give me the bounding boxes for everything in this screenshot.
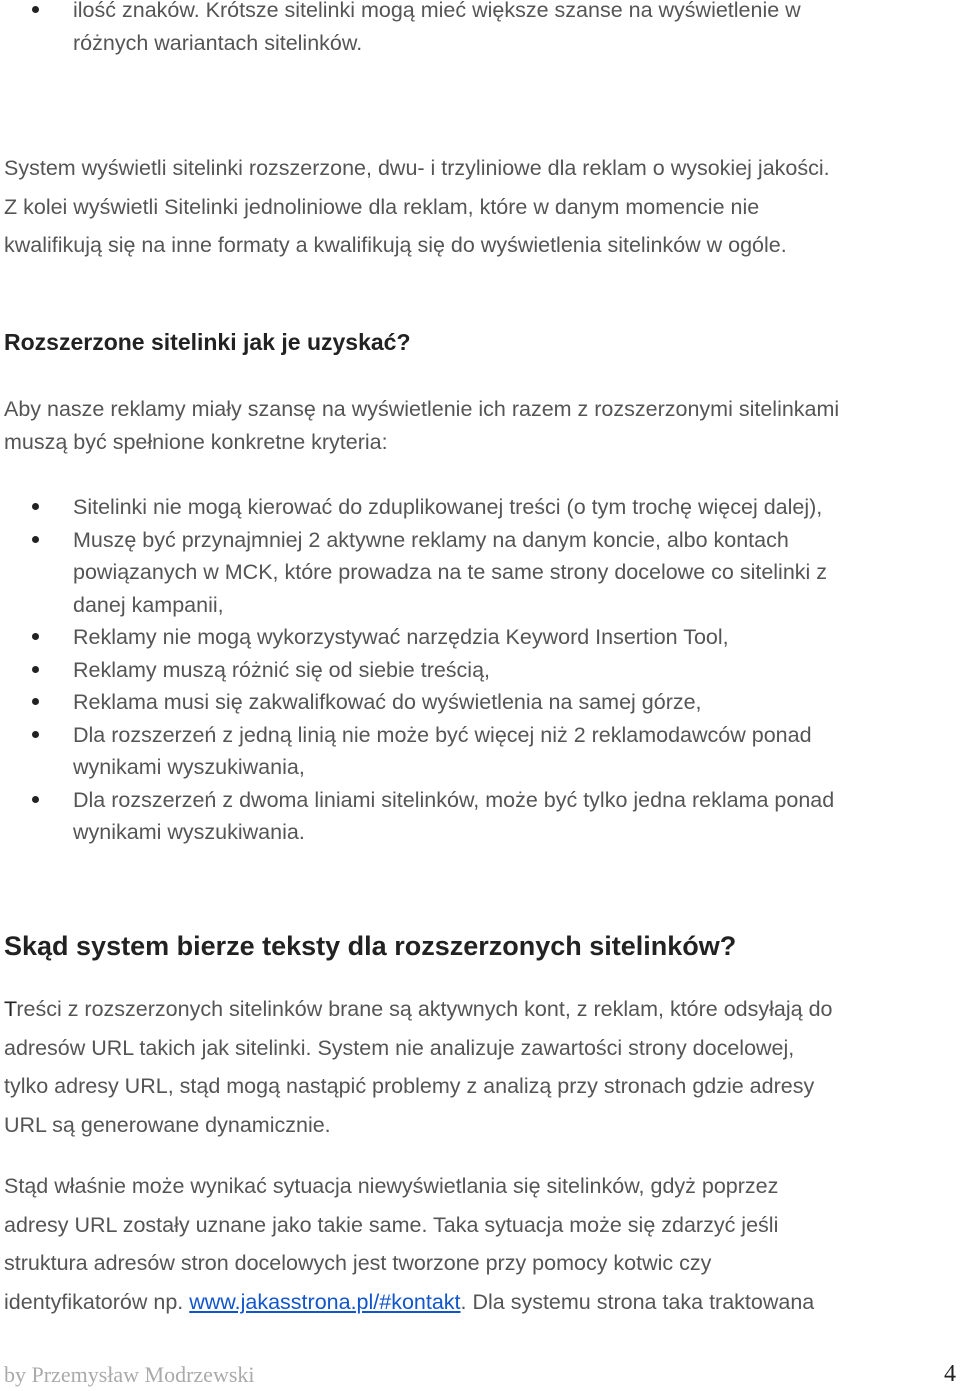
paragraph-line: tylko adresy URL, stąd mogą nastąpić problemy z analizą przy stronach gdzie adresy	[4, 1074, 815, 1098]
paragraph-line: System wyświetli sitelinki rozszerzone, dwu- i trzyliniowe dla reklam o wysokiej jakości.	[4, 156, 830, 180]
paragraph-text-source	[4, 990, 832, 1144]
example-url-link[interactable]: www.jakasstrona.pl/#kontakt	[189, 1289, 461, 1314]
paragraph-criteria-intro	[4, 393, 839, 458]
paragraph-line	[4, 1283, 814, 1322]
page-number: 4	[944, 1361, 956, 1387]
criteria-item	[0, 719, 960, 784]
paragraph-line: Aby nasze reklamy miały szansę na wyświetlenie ich razem z rozszerzonymi sitelinkami	[4, 397, 840, 421]
paragraph-line-text: . Dla systemu strona taka traktowana	[460, 1289, 815, 1314]
criteria-item-line: Muszę być przynajmniej 2 aktywne reklamy na danym koncie, albo kontach	[73, 527, 789, 552]
criteria-item	[0, 491, 960, 524]
criteria-item-line: Reklama musi się zakwalifkować do wyświetlenia na samej górze,	[73, 690, 702, 714]
list-item-line: różnych wariantach sitelinków.	[73, 30, 363, 55]
bullet-icon	[32, 503, 39, 510]
list-item	[0, 0, 960, 59]
footer-author: by Przemysław Modrzewski	[4, 1362, 255, 1387]
bullet-icon	[32, 6, 39, 13]
bullet-icon	[32, 698, 39, 705]
criteria-item-line: Dla rozszerzeń z dwoma liniami sitelinków, może być tylko jedna reklama ponad	[73, 787, 835, 812]
criteria-list	[0, 491, 960, 849]
first-letter: T	[4, 997, 17, 1021]
criteria-item-line: danej kampanii,	[73, 592, 224, 617]
paragraph-line: struktura adresów stron docelowych jest tworzone przy pomocy kotwic czy	[4, 1251, 712, 1275]
criteria-item	[0, 654, 960, 687]
paragraph-line-text: reści z rozszerzonych sitelinków brane są aktywnych kont, z reklam, które odsyłają do	[16, 997, 833, 1021]
paragraph-line: muszą być spełnione konkretne kryteria:	[4, 429, 388, 454]
section-heading-text-source: Skąd system bierze teksty dla rozszerzonych sitelinków?	[4, 931, 737, 961]
criteria-item-line: Reklamy nie mogą wykorzystywać narzędzia Keyword Insertion Tool,	[73, 625, 729, 649]
paragraph-line	[4, 990, 832, 1029]
bullet-icon	[32, 633, 39, 640]
top-bullet-list	[0, 0, 960, 59]
criteria-item-line: wynikami wyszukiwania,	[73, 755, 305, 779]
paragraph-line: URL są generowane dynamicznie.	[4, 1112, 331, 1137]
criteria-item	[0, 784, 960, 849]
bullet-icon	[32, 731, 39, 738]
paragraph-line: Z kolei wyświetli Sitelinki jednoliniowe dla reklam, które w danym momencie nie	[4, 194, 760, 219]
criteria-item	[0, 524, 960, 622]
criteria-item-line: powiązanych w MCK, które prowadza na te same strony docelowe co sitelinki z	[73, 560, 828, 584]
criteria-item	[0, 686, 960, 719]
paragraph-url-issue	[4, 1167, 814, 1321]
criteria-item-line: wynikami wyszukiwania.	[73, 820, 305, 844]
paragraph-line-text: identyfikatorów np.	[4, 1289, 190, 1314]
criteria-item-line: Reklamy muszą różnić się od siebie treścią,	[73, 657, 491, 682]
list-item-line: ilość znaków. Krótsze sitelinki mogą mieć większe szanse na wyświetlenie w	[73, 0, 801, 22]
bullet-icon	[32, 536, 39, 543]
paragraph-line: adresów URL takich jak sitelinki. System nie analizuje zawartości strony docelowej,	[4, 1035, 795, 1060]
section-heading-requirements: Rozszerzone sitelinki jak je uzyskać?	[4, 329, 411, 355]
bullet-icon	[32, 666, 39, 673]
paragraph-line: adresy URL zostały uznane jako takie same. Taka sytuacja może się zdarzyć jeśli	[4, 1212, 779, 1237]
bullet-icon	[32, 796, 39, 803]
criteria-item-line: Dla rozszerzeń z jedną linią nie może być więcej niż 2 reklamodawców ponad	[73, 722, 812, 747]
paragraph-line: Stąd właśnie może wynikać sytuacja niewyświetlania się sitelinków, gdyż poprzez	[4, 1174, 779, 1198]
criteria-item-line: Sitelinki nie mogą kierować do zduplikowanej treści (o tym trochę więcej dalej),	[73, 495, 823, 519]
criteria-item	[0, 621, 960, 654]
paragraph-line: kwalifikują się na inne formaty a kwalifikują się do wyświetlenia sitelinków w ogóle.	[4, 233, 787, 257]
paragraph-display-rules	[4, 152, 830, 262]
